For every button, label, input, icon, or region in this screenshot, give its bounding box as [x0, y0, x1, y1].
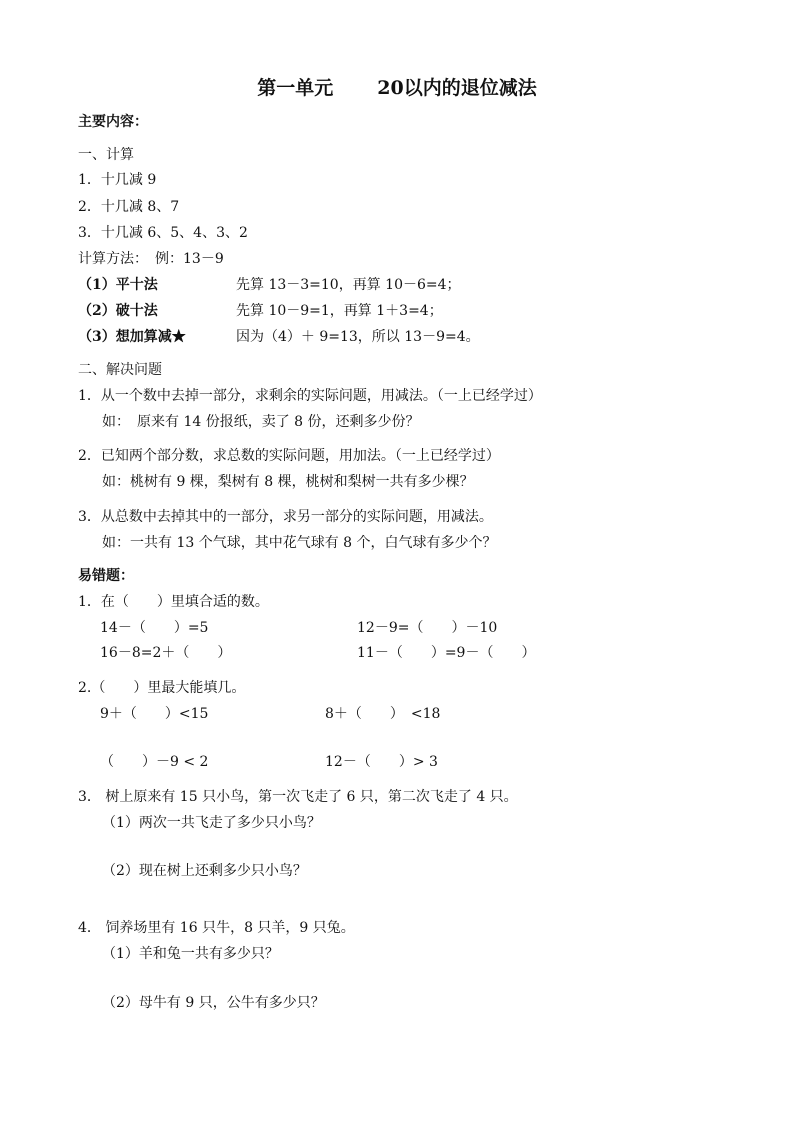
section1-heading: 一、计算 — [78, 147, 134, 163]
q1-equation: 11－（ ）=9－（ ） — [357, 645, 536, 661]
method-name: （1）平十法 — [78, 277, 158, 293]
title-topic: 20以内的退位减法 — [377, 77, 537, 99]
method-name: （3）想加算减★ — [78, 329, 186, 345]
q2-inequality: （ ）－9 < 2 — [100, 754, 209, 770]
problem-example: 如： 原来有 14 份报纸，卖了 8 份，还剩多少份？ — [102, 414, 420, 430]
q3-sub: （1）两次一共飞走了多少只小鸟？ — [102, 815, 321, 831]
q2-prompt: 2.（ ）里最大能填几。 — [78, 680, 246, 696]
q3-prompt: 3． 树上原来有 15 只小鸟，第一次飞走了 6 只，第二次飞走了 4 只。 — [78, 789, 518, 805]
problem-text: 2．已知两个部分数，求总数的实际问题，用加法。（一上已经学过） — [78, 448, 500, 464]
q4-sub: （1）羊和兔一共有多少只？ — [102, 946, 279, 962]
q1-prompt: 1．在（ ）里填合适的数。 — [78, 594, 269, 610]
problem-example: 如：桃树有 9 棵，梨树有 8 棵，桃树和梨树一共有多少棵？ — [102, 474, 474, 490]
section1-item: 3．十几减 6、5、4、3、2 — [78, 225, 248, 241]
method-desc: 先算 13－3=10，再算 10－6=4； — [236, 277, 461, 293]
q2-inequality: 8＋（ ） <18 — [325, 706, 441, 722]
method-desc: 先算 10－9=1，再算 1＋3=4； — [236, 303, 443, 319]
q1-equation: 14－（ ）=5 — [100, 620, 209, 636]
title-unit: 第一单元 — [257, 77, 334, 99]
section1-item: 1．十几减 9 — [78, 172, 157, 188]
method-desc: 因为（4）＋ 9=13，所以 13－9=4。 — [236, 329, 480, 345]
problem-text: 1．从一个数中去掉一部分，求剩余的实际问题，用减法。（一上已经学过） — [78, 388, 542, 404]
q2-inequality: 9＋（ ）<15 — [100, 706, 209, 722]
q1-equation: 12－9=（ ）－10 — [357, 620, 498, 636]
section2-heading: 二、解决问题 — [78, 362, 162, 378]
page-title — [0, 78, 794, 98]
q3-sub: （2）现在树上还剩多少只小鸟？ — [102, 863, 307, 879]
q1-equation: 16－8=2＋（ ） — [100, 645, 232, 661]
errors-heading: 易错题： — [78, 568, 134, 584]
q4-sub: （2）母牛有 9 只，公牛有多少只？ — [102, 995, 325, 1011]
main-heading: 主要内容： — [78, 114, 148, 130]
q2-inequality: 12－（ ）> 3 — [325, 754, 438, 770]
method-name: （2）破十法 — [78, 303, 158, 319]
q4-prompt: 4． 饲养场里有 16 只牛，8 只羊，9 只兔。 — [78, 920, 355, 936]
problem-text: 3．从总数中去掉其中的一部分，求另一部分的实际问题，用减法。 — [78, 509, 493, 525]
problem-example: 如：一共有 13 个气球，其中花气球有 8 个，白气球有多少个？ — [102, 535, 497, 551]
method-line: 计算方法： 例：13－9 — [78, 251, 224, 267]
section1-item: 2．十几减 8、7 — [78, 199, 180, 215]
